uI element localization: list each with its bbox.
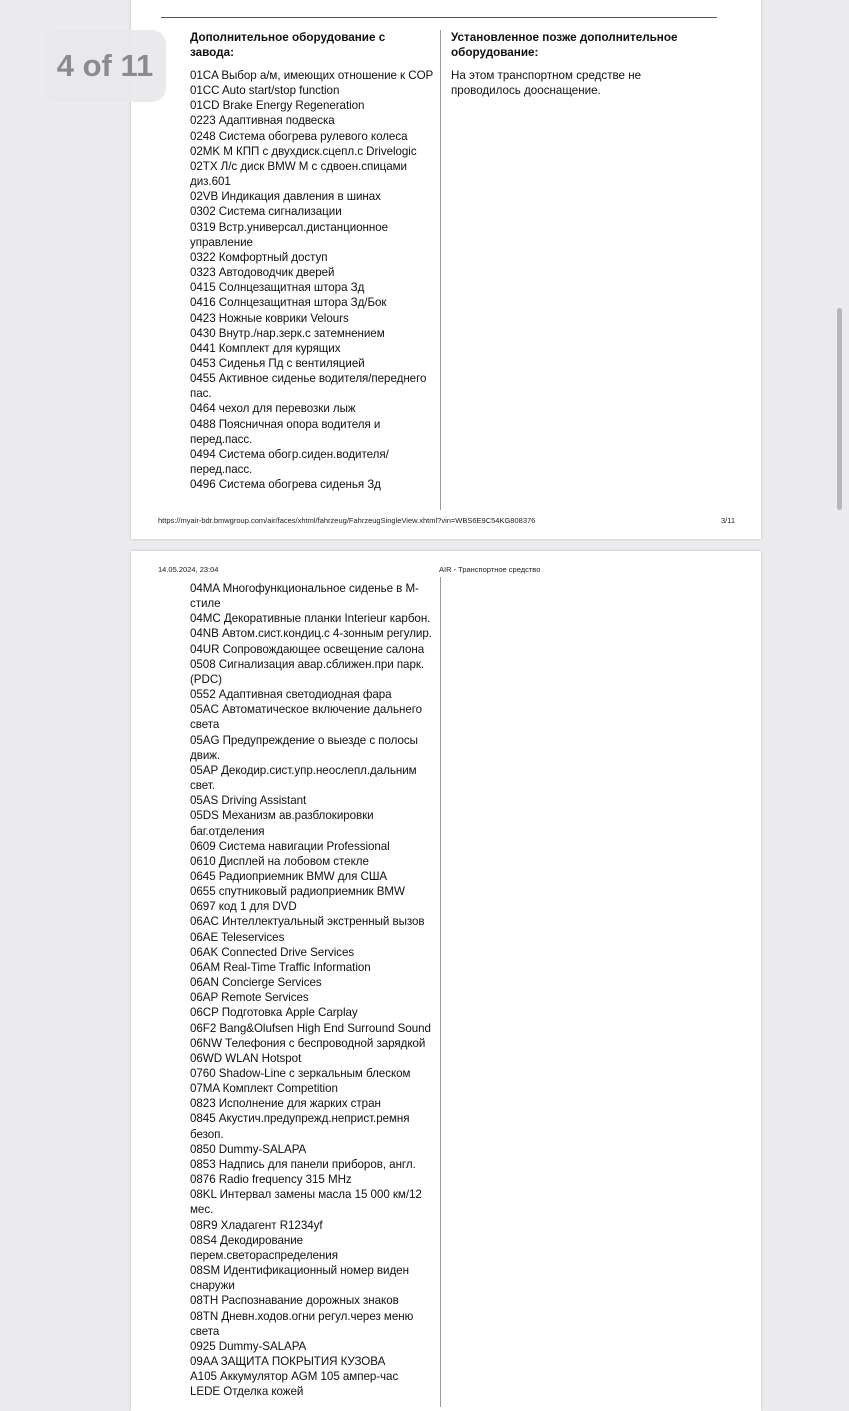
equipment-item: 0494 Система обогр.сиден.водителя/ перед.пасс. [190, 447, 389, 477]
factory-equipment-list [190, 581, 440, 1399]
equipment-item: 02VB Индикация давления в шинах [190, 190, 381, 204]
scrollbar-thumb[interactable] [837, 308, 842, 510]
equipment-item: 0508 Сигнализация авар.сближен.при парк. (PDC) [190, 657, 425, 686]
equipment-item: 0760 Shadow-Line с зеркальным блеском [190, 1067, 411, 1080]
equipment-item: 0319 Встр.универсал.дистанционное управление [190, 220, 389, 249]
equipment-item: 05AS Driving Assistant [190, 794, 307, 808]
equipment-item: A105 Аккумулятор AGM 105 ампер-час [190, 1370, 399, 1384]
equipment-item: 08KL Интервал замены масла 15 000 км/12 мес. [190, 1188, 422, 1217]
equipment-item: 06AC Интеллектуальный экстренный вызов [190, 915, 425, 929]
equipment-item: 06CP Подготовка Apple Carplay [190, 1006, 358, 1020]
equipment-item: 0853 Надпись для панели приборов, англ. [190, 1157, 416, 1171]
equipment-item: 0248 Система обогрева рулевого колеса [190, 129, 408, 143]
equipment-item: 01CC Auto start/stop function [190, 84, 340, 98]
pdf-page-3 [131, 0, 761, 539]
equipment-item: 0322 Комфортный доступ [190, 250, 328, 264]
equipment-item: 04NB Автом.сист.кондиц.с 4-зонным регулир. [190, 627, 432, 641]
equipment-item: 0496 Система обогрева сиденья Зд [190, 478, 381, 492]
equipment-item: 05DS Механизм ав.разблокировки баг.отделения [190, 809, 374, 838]
equipment-item: 08SM Идентификационный номер виден снаружи [190, 1264, 409, 1293]
equipment-item: 0302 Система сигнализации [190, 205, 342, 219]
print-date: 14.05.2024, 23:04 [158, 565, 219, 574]
column-divider [440, 577, 441, 1407]
equipment-item: 0453 Сиденья Пд с вентиляцией [190, 356, 365, 370]
equipment-item: 02MK M КПП с двухдиск.сцепл.с Drivelogic [190, 144, 417, 158]
equipment-item: 06AN Concierge Services [190, 976, 322, 990]
equipment-item: 0610 Дисплей на лобовом стекле [190, 854, 369, 868]
equipment-item: 06F2 Bang&Olufsen High End Surround Sound [190, 1021, 431, 1035]
equipment-item: 0697 код 1 для DVD [190, 900, 297, 914]
pdf-page-4 [131, 551, 761, 1411]
equipment-item: 06AM Real-Time Traffic Information [190, 960, 371, 974]
equipment-item: 0464 чехол для перевозки лыж [190, 402, 356, 416]
equipment-item: 0430 Внутр./нар.зерк.с затемнением [190, 326, 385, 340]
equipment-item: 06AK Connected Drive Services [190, 945, 355, 959]
equipment-item: 0850 Dummy-SALAPA [190, 1142, 307, 1156]
equipment-item: 0823 Исполнение для жарких стран [190, 1097, 381, 1111]
equipment-item: 06AE Teleservices [190, 930, 285, 944]
equipment-item: 08TH Распознавание дорожных знаков [190, 1294, 399, 1308]
equipment-item: 0416 Солнцезащитная штора Зд/Бок [190, 296, 387, 310]
heading-divider [161, 17, 717, 18]
equipment-item: 01CD Brake Energy Regeneration [190, 99, 365, 113]
equipment-item: 05AG Предупреждение о выезде с полосы движ. [190, 733, 418, 762]
equipment-item: 0441 Комплект для курящих [190, 341, 341, 355]
equipment-item: 06AP Remote Services [190, 991, 309, 1005]
equipment-item: 02TX Л/с диск BMW M с сдвоен.спицами диз.601 [190, 159, 407, 189]
factory-equipment-list [190, 68, 440, 492]
equipment-item: 06WD WLAN Hotspot [190, 1051, 302, 1065]
equipment-item: 05AP Декодир.сист.упр.неослепл.дальним свет. [190, 763, 417, 793]
equipment-item: 0423 Ножные коврики Velours [190, 311, 349, 325]
equipment-item: 01CA Выбор а/м, имеющих отношение к COP [190, 69, 434, 82]
equipment-item: 04MA Многофункциональное сиденье в M-стиле [190, 582, 419, 611]
equipment-item: 0415 Солнцезащитная штора Зд [190, 281, 365, 295]
equipment-item: 0488 Поясничная опора водителя и перед.пасс. [190, 417, 381, 446]
equipment-item: 08S4 Декодирование перем.светораспределения [190, 1233, 338, 1262]
equipment-item: 0925 Dummy-SALAPA [190, 1339, 307, 1353]
equipment-item: 0609 Система навигации Professional [190, 839, 390, 853]
equipment-item: 08TN Дневн.ходов.огни регул.через меню света [190, 1309, 414, 1338]
equipment-item: 0455 Активное сиденье водителя/переднего пас. [190, 372, 427, 401]
equipment-item: 0552 Адаптивная светодиодная фара [190, 688, 392, 702]
equipment-item: 0876 Radio frequency 315 MHz [190, 1173, 352, 1187]
equipment-item: 04MC Декоративные планки Interieur карбон. [190, 612, 431, 626]
equipment-item: 0845 Акустич.предупрежд.неприст.ремня безоп. [190, 1112, 410, 1141]
equipment-item: 09AA ЗАЩИТА ПОКРЫТИЯ КУЗОВА [190, 1354, 386, 1368]
equipment-item: 0223 Адаптивная подвеска [190, 114, 335, 128]
footer-page-number: 3/11 [720, 516, 735, 525]
equipment-item: 0323 Автодоводчик дверей [190, 266, 335, 280]
page-counter-badge: 4 of 11 [44, 30, 166, 102]
equipment-item: 0655 спутниковый радиоприемник BMW [190, 885, 405, 899]
equipment-item: 07MA Комплект Competition [190, 1082, 338, 1096]
equipment-item: 05AC Автоматическое включение дальнего света [190, 703, 423, 732]
retrofit-equipment-heading: Установленное позже дополнительное оборудование: [451, 31, 678, 59]
column-divider [440, 30, 441, 510]
factory-equipment-heading: Дополнительное оборудование с завода: [190, 31, 386, 59]
equipment-item: 08R9 Хладагент R1234yf [190, 1218, 323, 1232]
footer-url: https://myair-bdr.bmwgroup.com/air/faces/xhtml/fahrzeug/FahrzeugSingleView.xhtml?vin=WBS6E9C54KG808376 [158, 516, 536, 525]
equipment-item: 0645 Радиоприемник BMW для США [190, 869, 388, 883]
equipment-item: 06NW Телефония с беспроводной зарядкой [190, 1036, 426, 1050]
retrofit-note: На этом транспортном средстве не проводилось дооснащение. [451, 69, 642, 98]
equipment-item: 04UR Сопровождающее освещение салона [190, 642, 425, 656]
equipment-item: LEDE Отделка кожей [190, 1385, 304, 1399]
print-title: AIR - Транспортное средство [439, 565, 541, 574]
